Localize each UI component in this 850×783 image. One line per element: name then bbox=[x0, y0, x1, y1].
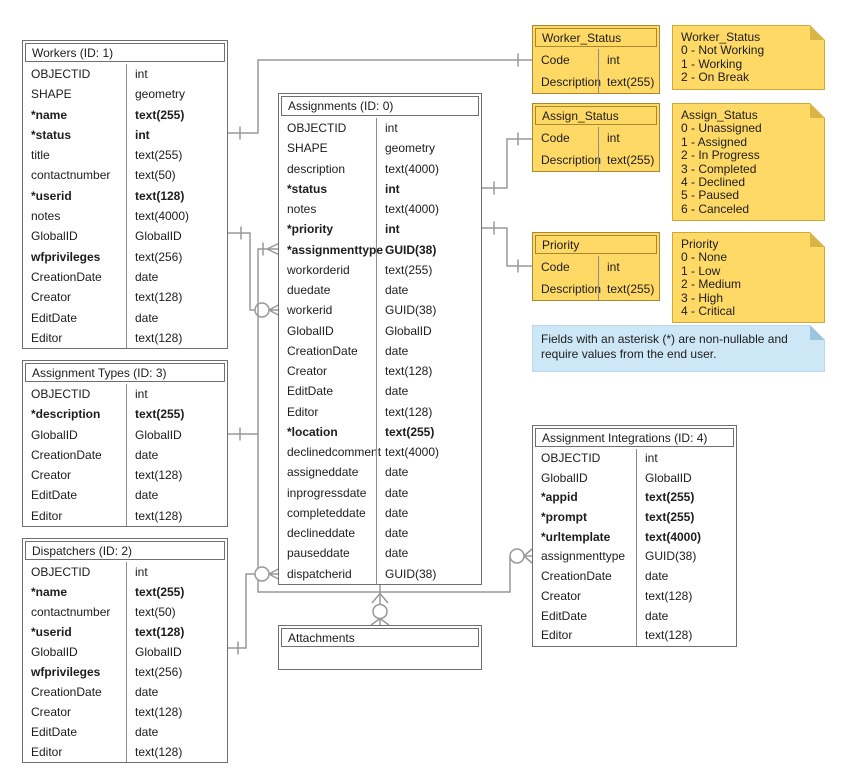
field-name: CreationDate bbox=[541, 569, 612, 584]
field-type: int bbox=[126, 64, 227, 84]
note-line: 1 - Working bbox=[681, 56, 743, 71]
field-name: Editor bbox=[31, 330, 63, 345]
field-type: text(255) bbox=[636, 508, 736, 528]
field-type: text(128) bbox=[636, 587, 736, 607]
field-name: *userid bbox=[31, 625, 72, 639]
table-row bbox=[533, 469, 736, 489]
table-title: Assignments (ID: 0) bbox=[281, 96, 479, 116]
table-title: Attachments bbox=[281, 628, 479, 647]
field-name: Editor bbox=[541, 628, 573, 643]
note-line: 6 - Canceled bbox=[681, 201, 750, 216]
table-attachments[interactable] bbox=[278, 625, 482, 670]
table-row bbox=[533, 149, 659, 171]
field-type: text(255) bbox=[598, 71, 659, 93]
field-type: GUID(38) bbox=[376, 240, 481, 260]
field-name: notes bbox=[287, 202, 317, 216]
table-row bbox=[23, 287, 227, 307]
table-row bbox=[279, 442, 481, 462]
field-type: geometry bbox=[126, 84, 227, 104]
field-name: SHAPE bbox=[31, 87, 72, 102]
table-row bbox=[533, 256, 659, 278]
table-row bbox=[23, 485, 227, 505]
field-type: date bbox=[126, 485, 227, 505]
note-line: 2 - Medium bbox=[681, 277, 742, 292]
field-type: date bbox=[376, 523, 481, 543]
table-row bbox=[533, 49, 659, 71]
table-row bbox=[533, 587, 736, 607]
table-row bbox=[23, 722, 227, 742]
field-type: text(4000) bbox=[376, 199, 481, 219]
connector-workers-assignments-workerid bbox=[228, 227, 283, 318]
field-name: wfprivileges bbox=[31, 249, 101, 264]
field-type: text(128) bbox=[126, 287, 227, 307]
field-name: contactnumber bbox=[31, 605, 111, 619]
field-type: int bbox=[126, 125, 227, 145]
field-type: date bbox=[126, 445, 227, 465]
field-name: Editor bbox=[31, 745, 63, 759]
field-type: text(255) bbox=[126, 404, 227, 424]
note-line: 0 - Unassigned bbox=[681, 121, 762, 136]
field-name: EditDate bbox=[31, 488, 78, 503]
field-type: text(50) bbox=[126, 602, 227, 622]
table-row bbox=[279, 422, 481, 442]
field-name: SHAPE bbox=[287, 141, 328, 156]
field-name: GlobalID bbox=[541, 470, 588, 485]
note-line: 0 - Not Working bbox=[681, 43, 765, 58]
table-row bbox=[279, 361, 481, 381]
field-name: *userid bbox=[31, 188, 72, 203]
field-name: assigneddate bbox=[287, 465, 359, 480]
field-name: EditDate bbox=[287, 384, 334, 399]
field-name: wfprivileges bbox=[31, 665, 101, 679]
field-type: GlobalID bbox=[376, 321, 481, 341]
field-name: *status bbox=[287, 181, 328, 196]
field-name: inprogressdate bbox=[287, 485, 367, 500]
table-row bbox=[279, 543, 481, 563]
field-name: completeddate bbox=[287, 505, 366, 520]
table-row bbox=[279, 300, 481, 320]
field-type: text(256) bbox=[126, 247, 227, 267]
table-title: Worker_Status bbox=[535, 28, 657, 47]
connector-dispatchers-assignments-dispatcherid bbox=[228, 567, 283, 655]
field-type: text(255) bbox=[376, 422, 481, 442]
note-line: 0 - None bbox=[681, 250, 728, 265]
table-row bbox=[279, 179, 481, 199]
field-name: EditDate bbox=[541, 608, 588, 623]
field-type: GUID(38) bbox=[636, 547, 736, 567]
field-type: GlobalID bbox=[636, 469, 736, 489]
field-name: Code bbox=[541, 131, 570, 145]
table-row bbox=[279, 564, 481, 584]
table-row bbox=[23, 465, 227, 485]
table-row bbox=[23, 328, 227, 348]
field-name: duedate bbox=[287, 283, 331, 297]
table-row bbox=[279, 260, 481, 280]
table-row bbox=[23, 682, 227, 702]
table-row bbox=[279, 402, 481, 422]
field-type: GUID(38) bbox=[376, 300, 481, 320]
field-name: *location bbox=[287, 424, 338, 439]
field-type: date bbox=[636, 567, 736, 587]
table-row bbox=[279, 503, 481, 523]
field-name: CreationDate bbox=[31, 685, 102, 699]
field-type: int bbox=[598, 49, 659, 71]
field-type: GUID(38) bbox=[376, 564, 481, 584]
field-name: Description bbox=[541, 282, 602, 296]
note-line: 1 - Low bbox=[681, 263, 721, 278]
table-row bbox=[23, 445, 227, 465]
field-type: date bbox=[126, 267, 227, 287]
table-row bbox=[279, 219, 481, 239]
field-type: date bbox=[376, 483, 481, 503]
field-name: *name bbox=[31, 107, 68, 122]
field-name: Description bbox=[541, 153, 602, 167]
field-type: text(255) bbox=[598, 278, 659, 300]
field-type: GlobalID bbox=[126, 425, 227, 445]
note-line: 3 - High bbox=[681, 290, 724, 305]
field-name: Creator bbox=[541, 588, 582, 603]
field-name: Description bbox=[541, 75, 602, 89]
field-type: date bbox=[376, 543, 481, 563]
field-name: workorderid bbox=[287, 262, 350, 277]
field-name: GlobalID bbox=[31, 427, 78, 442]
field-name: *name bbox=[31, 585, 68, 599]
field-name: GlobalID bbox=[287, 323, 334, 338]
table-row bbox=[533, 528, 736, 548]
field-type: text(255) bbox=[126, 105, 227, 125]
table-title: Workers (ID: 1) bbox=[25, 43, 225, 62]
field-name: pauseddate bbox=[287, 546, 350, 561]
field-name: title bbox=[31, 148, 50, 163]
note-line: 3 - Completed bbox=[681, 161, 757, 176]
table-row bbox=[279, 523, 481, 543]
field-name: OBJECTID bbox=[31, 565, 91, 579]
table-row bbox=[279, 240, 481, 260]
field-type: text(255) bbox=[636, 488, 736, 508]
field-type: date bbox=[376, 503, 481, 523]
table-title: Assignment Integrations (ID: 4) bbox=[535, 428, 734, 447]
connector-assignments-attachments bbox=[371, 583, 389, 625]
field-name: CreationDate bbox=[287, 343, 358, 358]
field-name: Code bbox=[541, 260, 570, 274]
note-line: 4 - Declined bbox=[681, 175, 746, 190]
table-row bbox=[23, 247, 227, 267]
table-row bbox=[533, 508, 736, 528]
field-type: int bbox=[126, 562, 227, 582]
field-name: *priority bbox=[287, 222, 334, 237]
field-type: geometry bbox=[376, 138, 481, 158]
table-assignments[interactable] bbox=[278, 93, 482, 585]
table-row bbox=[23, 186, 227, 206]
table-row bbox=[279, 462, 481, 482]
field-name: OBJECTID bbox=[31, 67, 91, 81]
field-name: EditDate bbox=[31, 725, 78, 739]
field-name: *urltemplate bbox=[541, 529, 611, 544]
field-name: declineddate bbox=[287, 526, 356, 540]
field-type: date bbox=[126, 682, 227, 702]
table-assign-status[interactable] bbox=[532, 103, 660, 172]
table-row bbox=[533, 127, 659, 149]
table-title: Dispatchers (ID: 2) bbox=[25, 541, 225, 560]
table-row bbox=[533, 626, 736, 646]
table-row bbox=[23, 206, 227, 226]
table-assignment-integrations[interactable] bbox=[532, 425, 737, 647]
field-type: text(255) bbox=[126, 582, 227, 602]
field-type: text(255) bbox=[126, 145, 227, 165]
table-title: Assignment Types (ID: 3) bbox=[25, 363, 225, 382]
note-worker-status-domain[interactable] bbox=[672, 25, 825, 90]
field-name: Creator bbox=[31, 290, 72, 305]
field-type: text(4000) bbox=[376, 159, 481, 179]
field-name: *status bbox=[31, 127, 72, 142]
field-name: description bbox=[287, 161, 346, 176]
table-row bbox=[23, 84, 227, 104]
table-row bbox=[533, 547, 736, 567]
table-row bbox=[279, 341, 481, 361]
table-row bbox=[279, 321, 481, 341]
table-row bbox=[23, 562, 227, 582]
note-line: Priority bbox=[681, 237, 719, 251]
table-row bbox=[23, 308, 227, 328]
field-type: date bbox=[126, 308, 227, 328]
field-name: EditDate bbox=[31, 310, 78, 325]
field-name: Creator bbox=[287, 364, 328, 378]
field-type: text(128) bbox=[126, 742, 227, 762]
field-type: text(128) bbox=[126, 702, 227, 722]
field-type: text(128) bbox=[376, 402, 481, 422]
connector-types-assignments-assignmenttype bbox=[228, 242, 283, 441]
field-type: text(128) bbox=[126, 465, 227, 485]
table-row bbox=[279, 381, 481, 401]
note-line: 2 - In Progress bbox=[681, 148, 760, 163]
field-type: int bbox=[376, 118, 481, 138]
note-line: 5 - Paused bbox=[681, 188, 740, 203]
field-type: int bbox=[598, 256, 659, 278]
note-line: 4 - Critical bbox=[681, 304, 736, 319]
field-name: workerid bbox=[287, 303, 333, 318]
table-row bbox=[23, 105, 227, 125]
field-name: *appid bbox=[541, 490, 578, 505]
table-row bbox=[279, 483, 481, 503]
field-type: GlobalID bbox=[126, 642, 227, 662]
table-row bbox=[23, 662, 227, 682]
table-row bbox=[23, 742, 227, 762]
field-type: text(4000) bbox=[636, 528, 736, 548]
table-row bbox=[23, 125, 227, 145]
table-row bbox=[23, 165, 227, 185]
table-row bbox=[533, 607, 736, 627]
table-row bbox=[23, 506, 227, 526]
table-assignment-types[interactable] bbox=[22, 360, 228, 527]
field-type: text(256) bbox=[126, 662, 227, 682]
table-row bbox=[23, 145, 227, 165]
field-name: Creator bbox=[31, 468, 72, 483]
field-name: *description bbox=[31, 407, 101, 422]
field-type: date bbox=[376, 381, 481, 401]
field-type: text(128) bbox=[126, 506, 227, 526]
field-name: CreationDate bbox=[31, 269, 102, 284]
field-name: dispatcherid bbox=[287, 566, 352, 581]
connector-assignments-assign-status bbox=[482, 133, 532, 195]
field-type: int bbox=[598, 127, 659, 149]
note-line: 2 - On Break bbox=[681, 70, 750, 85]
note-asterisk-explanation[interactable] bbox=[532, 325, 825, 372]
field-name: OBJECTID bbox=[541, 451, 601, 465]
table-row bbox=[533, 567, 736, 587]
table-row bbox=[23, 602, 227, 622]
field-name: contactnumber bbox=[31, 168, 111, 183]
table-row bbox=[279, 199, 481, 219]
field-type: text(128) bbox=[376, 361, 481, 381]
table-row bbox=[533, 71, 659, 93]
table-row bbox=[23, 64, 227, 84]
field-name: GlobalID bbox=[31, 229, 78, 244]
field-type: text(128) bbox=[636, 626, 736, 646]
table-row bbox=[533, 278, 659, 300]
note-line: Assign_Status bbox=[681, 108, 758, 122]
field-name: OBJECTID bbox=[31, 387, 91, 401]
table-worker-status[interactable] bbox=[532, 25, 660, 94]
field-type: text(128) bbox=[126, 622, 227, 642]
field-type: text(128) bbox=[126, 186, 227, 206]
field-type: date bbox=[126, 722, 227, 742]
field-name: *prompt bbox=[541, 510, 587, 525]
table-priority[interactable] bbox=[532, 232, 660, 301]
field-name: GlobalID bbox=[31, 645, 78, 659]
table-row bbox=[533, 449, 736, 469]
table-dispatchers[interactable] bbox=[22, 538, 228, 763]
table-row bbox=[23, 702, 227, 722]
table-row bbox=[23, 642, 227, 662]
field-type: int bbox=[636, 449, 736, 469]
field-name: OBJECTID bbox=[287, 121, 347, 135]
field-name: Code bbox=[541, 53, 570, 67]
field-name: Creator bbox=[31, 705, 72, 719]
table-row bbox=[279, 280, 481, 300]
field-type: text(4000) bbox=[376, 442, 481, 462]
field-type bbox=[287, 649, 481, 669]
asterisk-note-text: Fields with an asterisk (*) are non-nullable and require values from the end user. bbox=[541, 332, 788, 361]
table-row bbox=[23, 384, 227, 404]
table-row bbox=[23, 267, 227, 287]
field-type: GlobalID bbox=[126, 226, 227, 246]
table-row bbox=[279, 138, 481, 158]
field-name: Editor bbox=[287, 404, 319, 419]
table-row bbox=[23, 425, 227, 445]
field-type: int bbox=[376, 219, 481, 239]
field-type: date bbox=[636, 607, 736, 627]
field-type: text(128) bbox=[126, 328, 227, 348]
field-type: date bbox=[376, 280, 481, 300]
field-name: declinedcomment bbox=[287, 445, 382, 459]
field-type: text(50) bbox=[126, 165, 227, 185]
field-name: *assignmenttype bbox=[287, 242, 384, 257]
table-title: Assign_Status bbox=[535, 106, 657, 125]
table-row bbox=[23, 582, 227, 602]
field-type: date bbox=[376, 341, 481, 361]
table-title: Priority bbox=[535, 235, 657, 254]
field-type: int bbox=[376, 179, 481, 199]
note-line: Worker_Status bbox=[681, 30, 761, 44]
note-assign-status-domain[interactable] bbox=[672, 103, 825, 221]
table-workers[interactable] bbox=[22, 40, 228, 349]
table-row bbox=[279, 118, 481, 138]
table-row bbox=[279, 159, 481, 179]
table-row bbox=[279, 649, 481, 669]
field-type: text(255) bbox=[598, 149, 659, 171]
field-name bbox=[279, 649, 287, 669]
field-name: Editor bbox=[31, 508, 63, 523]
field-type: text(4000) bbox=[126, 206, 227, 226]
field-type: date bbox=[376, 462, 481, 482]
connector-assignments-priority bbox=[482, 222, 532, 273]
field-name: notes bbox=[31, 209, 61, 224]
table-row bbox=[23, 622, 227, 642]
table-row bbox=[23, 404, 227, 424]
note-line: 1 - Assigned bbox=[681, 134, 748, 149]
table-row bbox=[533, 488, 736, 508]
field-type: int bbox=[126, 384, 227, 404]
note-priority-domain[interactable] bbox=[672, 232, 825, 323]
field-name: CreationDate bbox=[31, 447, 102, 462]
field-type: text(255) bbox=[376, 260, 481, 280]
table-row bbox=[23, 226, 227, 246]
field-name: assignmenttype bbox=[541, 549, 626, 564]
